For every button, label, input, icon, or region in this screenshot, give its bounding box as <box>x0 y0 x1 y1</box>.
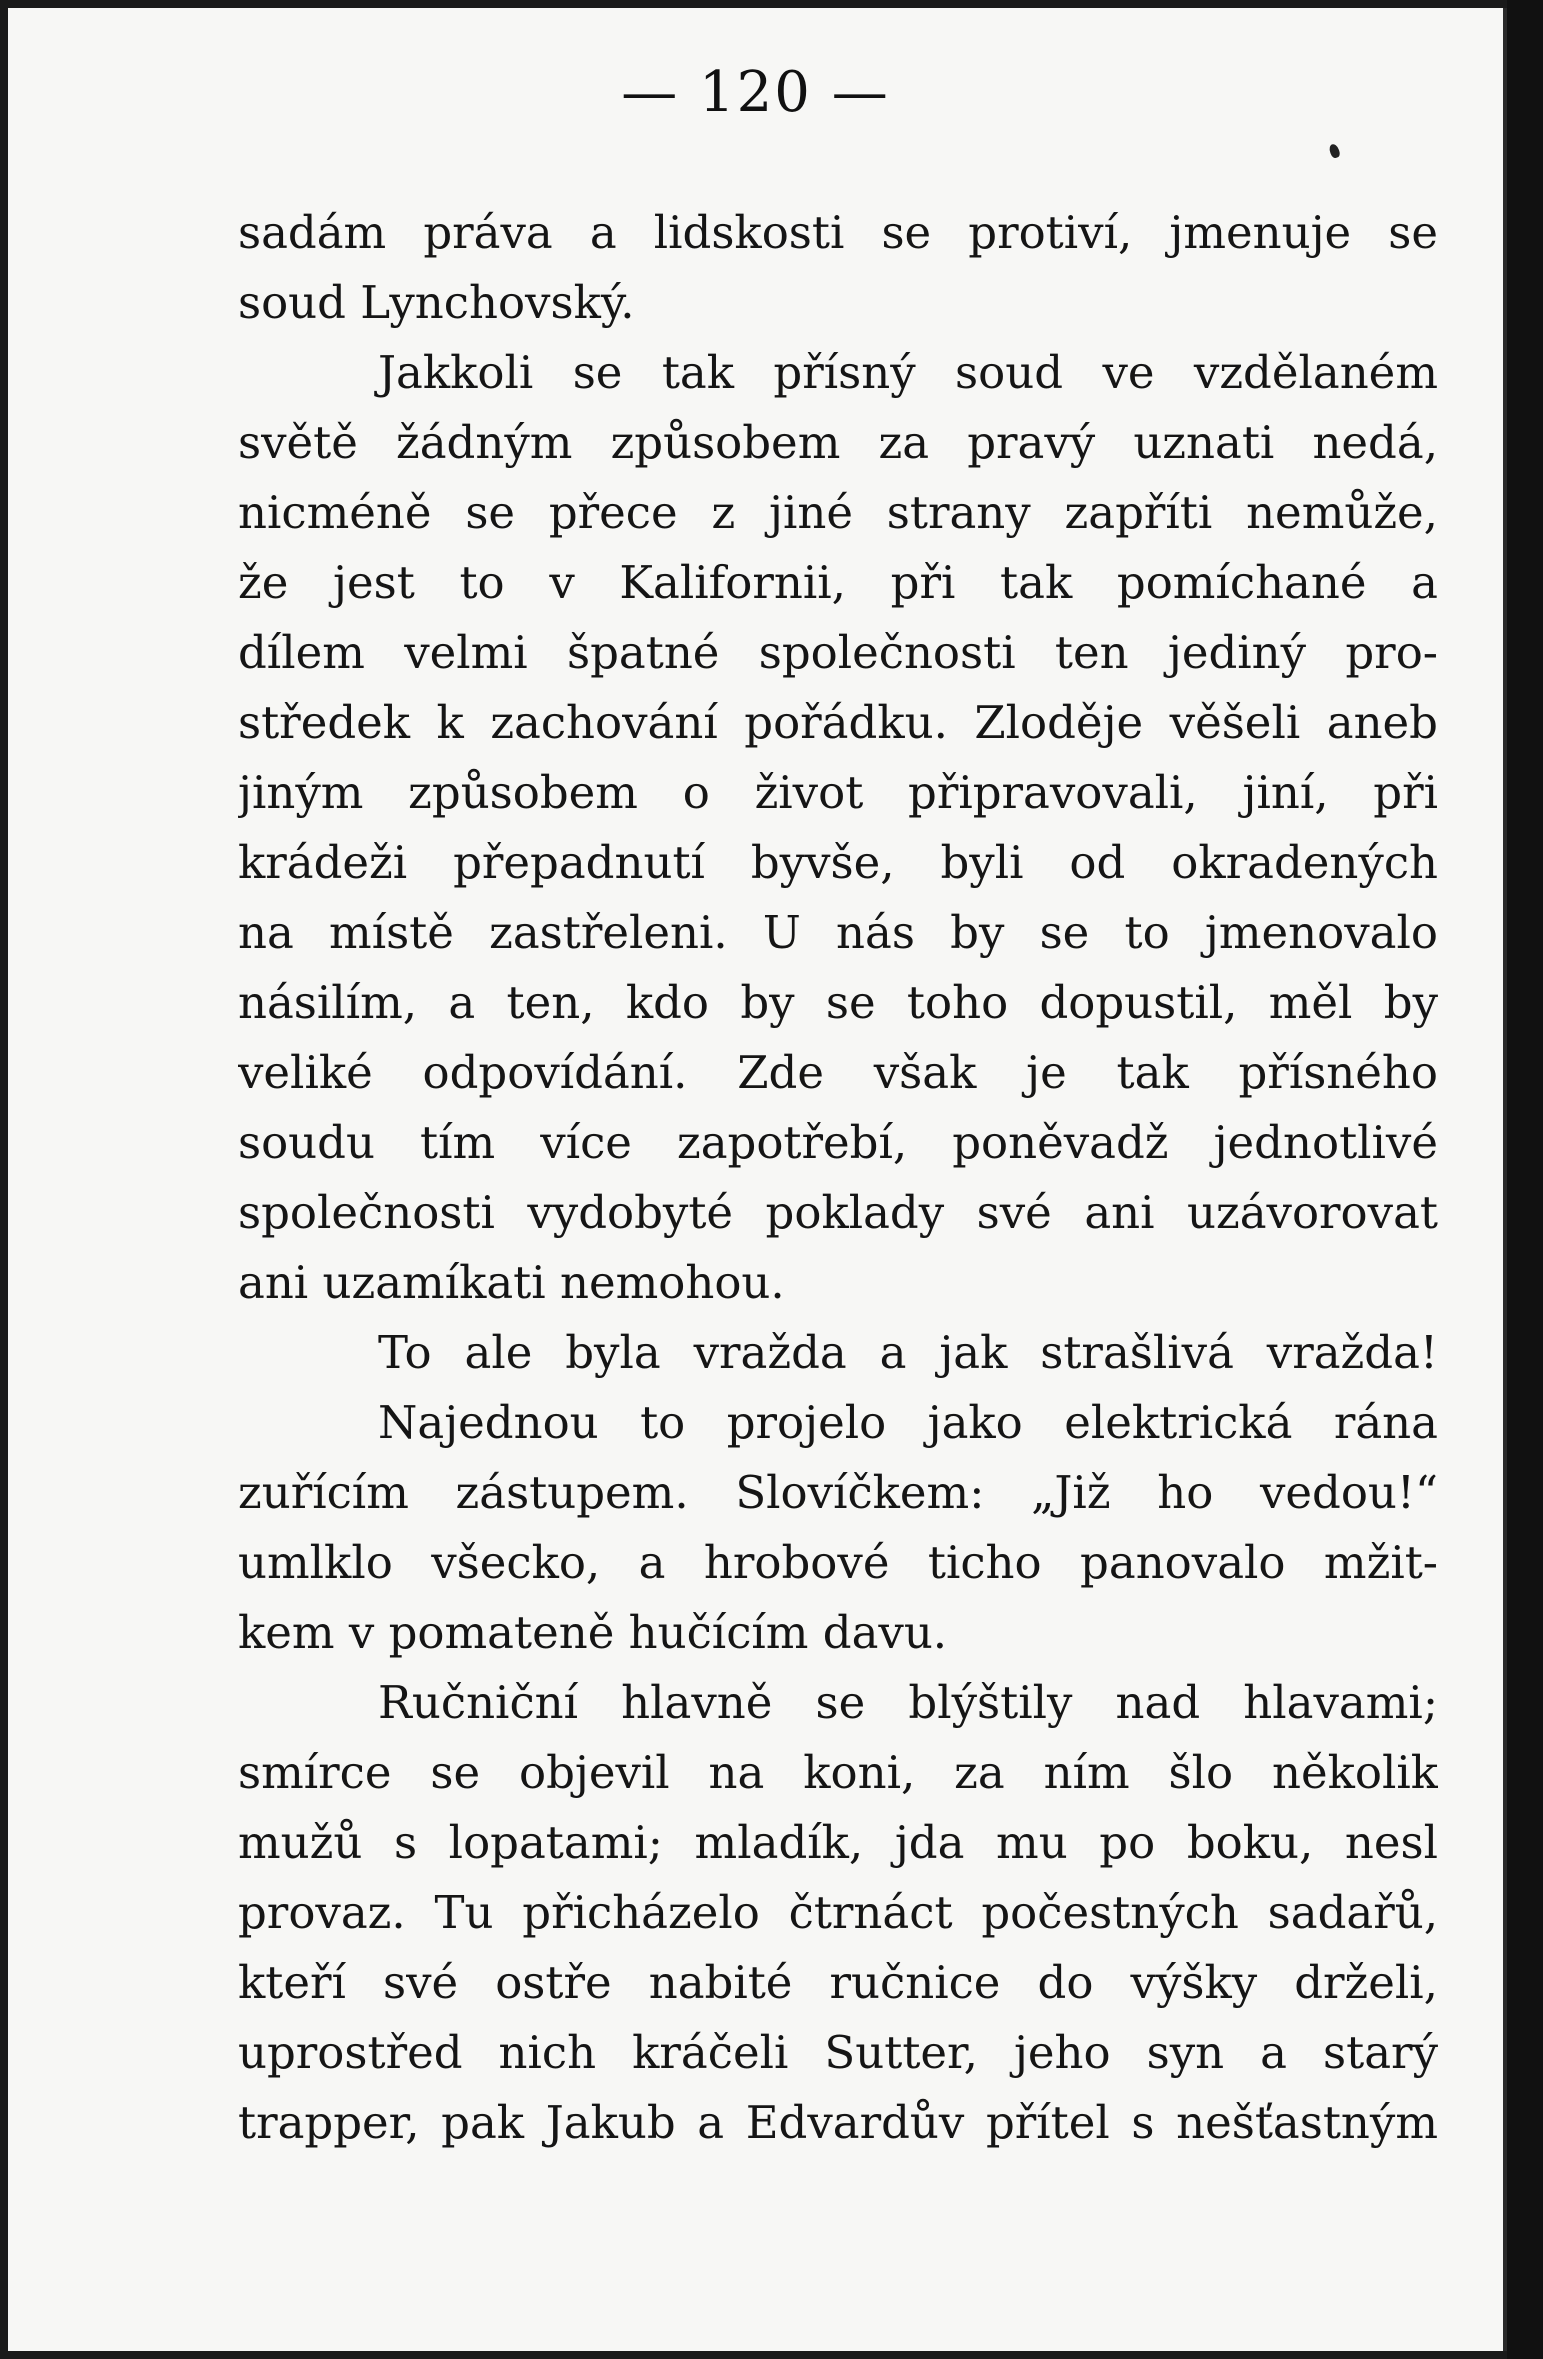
body-text <box>238 198 1438 2158</box>
text-line: že jest to v Kalifornii, při tak pomíchané a <box>238 556 1438 609</box>
text-line: smírce se objevil na koni, za ním šlo několik <box>238 1746 1438 1799</box>
text-line: dílem velmi špatné společnosti ten jediný pro- <box>238 626 1438 679</box>
text-line: společnosti vydobyté poklady své ani uzávorovat <box>238 1186 1438 1239</box>
text-line: To ale byla vražda a jak strašlivá vražda! <box>378 1326 1438 1379</box>
page-number: — 120 — <box>621 60 890 125</box>
text-line: násilím, a ten, kdo by se toho dopustil, měl by <box>238 976 1438 1029</box>
text-line: Ručniční hlavně se blýštily nad hlavami; <box>378 1676 1438 1729</box>
ink-speck <box>1328 143 1341 159</box>
text-line: nicméně se přece z jiné strany zapříti nemůže, <box>238 486 1438 539</box>
text-line: veliké odpovídání. Zde však je tak přísného <box>238 1046 1438 1099</box>
text-line: kem v pomateně hučícím davu. <box>238 1606 948 1659</box>
text-line: světě žádným způsobem za pravý uznati nedá, <box>238 416 1438 469</box>
text-line: na místě zastřeleni. U nás by se to jmenovalo <box>238 906 1438 959</box>
text-line: kteří své ostře nabité ručnice do výšky drželi, <box>238 1956 1438 2009</box>
text-line: umlklo všecko, a hrobové ticho panovalo mžit- <box>238 1536 1438 1589</box>
text-line: středek k zachování pořádku. Zloděje věšeli aneb <box>238 696 1438 749</box>
text-line: mužů s lopatami; mladík, jda mu po boku, nesl <box>238 1816 1438 1869</box>
text-line: zuřícím zástupem. Slovíčkem: „Již ho vedou!“ <box>238 1466 1438 1519</box>
text-line: jiným způsobem o život připravovali, jiní, při <box>238 766 1438 819</box>
book-page <box>8 8 1507 2351</box>
text-line: soud Lynchovský. <box>238 276 635 329</box>
text-line: Najednou to projelo jako elektrická rána <box>378 1396 1438 1449</box>
text-line: sadám práva a lidskosti se protiví, jmenuje se <box>238 206 1438 259</box>
text-line: uprostřed nich kráčeli Sutter, jeho syn a starý <box>238 2026 1438 2079</box>
text-line: Jakkoli se tak přísný soud ve vzdělaném <box>378 346 1438 399</box>
scan-edge <box>1507 0 1543 2359</box>
text-line: provaz. Tu přicházelo čtrnáct počestných sadařů, <box>238 1886 1438 1939</box>
text-line: krádeži přepadnutí byvše, byli od okradených <box>238 836 1438 889</box>
text-line: soudu tím více zapotřebí, poněvadž jednotlivé <box>238 1116 1438 1169</box>
text-line: ani uzamíkati nemohou. <box>238 1256 785 1309</box>
text-line: trapper, pak Jakub a Edvardův přítel s nešťastným <box>238 2096 1438 2149</box>
